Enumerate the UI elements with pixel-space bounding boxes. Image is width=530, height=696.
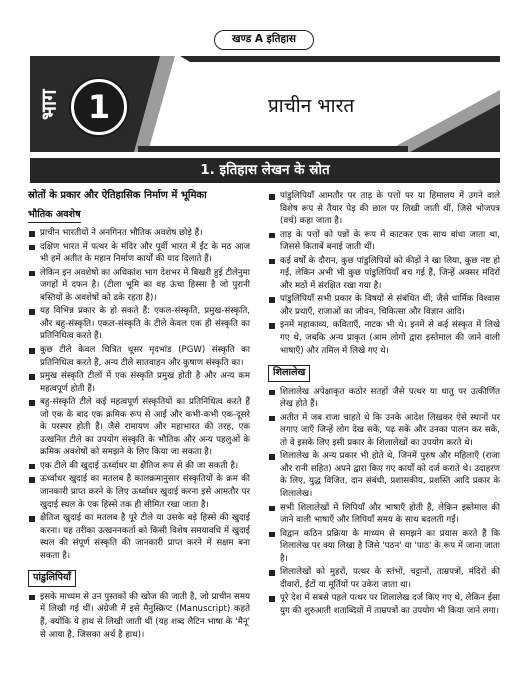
part-number-badge: 1 [71,79,127,135]
list-item: क्षैतिज खुदाई का मतलब है पूरे टीले या उसके बड़े हिस्से की खुदाई करना। यह तरीका उत्खननकर्ता को किसी विशेष समयावधि में खुदाई स्थल की संपूर्ण संस्कृति की जानकारी प्राप्त करने में सक्षम बना सकता है। [28,512,250,562]
list-item: कई वर्षों के दौरान, कुछ पांडुलिपियों को कीड़ों ने खा लिया, कुछ नष्ट हो गईं, लेकिन अभी भी कुछ पांडुलिपियाँ बच गई हैं, जिन्हें अक्सर मंदिरों और मठों में संरक्षित रखा गया है। [268,255,500,293]
list-item: अतीत में जब राजा चाहते थे कि उनके आदेश लिखकर ऐसे स्थानों पर लगाए जाएँ जिन्हें लोग देख सकें, पढ़ सकें और उनका पालन कर सकें, तो वे इसके लिए इसी प्रकार के शिलालेखों का उपयोग करते थे। [268,412,500,450]
list-item: सभी शिलालेखों में लिपियाँ और भाषाएँ होती हैं, लेकिन इस्तेमाल की जाने वाली भाषाएँ और लिपियाँ समय के साथ बदलती गईं। [268,502,500,527]
list-item: पांडुलिपियाँ सभी प्रकार के विषयों से संबंधित थीं; जैसे धार्मिक विश्वास और प्रथाएँ, राजाओं का जीवन, चिकित्सा और विज्ञान आदि। [268,293,500,318]
manuscripts-heading: पांडुलिपियाँ [28,570,76,587]
list-item: इसके माध्यम से उन पुस्तकों की खोज की जाती है, जो प्राचीन समय में लिखी गई थीं। अंग्रेजी में इसे मैनुस्क्रिप्ट (Manuscript) कहते हैं, क्योंकि ये हाथ से लिखी जाती थीं (यह शब्द लैटिन भाषा के 'मैनू' से आया है, जिसका अर्थ है हाथ)। [28,591,250,641]
topic-title-bar: 1. इतिहास लेखन के स्रोत [30,158,500,183]
inscriptions-heading: शिलालेख [268,365,310,382]
list-item: पूरे देश में सबसे पहले पत्थर पर शिलालेख दर्ज किए गए थे, लेकिन ईसा युग की शुरुआती शताब्दियों में ताम्रपत्रों का उपयोग भी किया जाने लगा। [268,592,500,617]
sources-heading: स्रोतों के प्रकार और ऐतिहासिक निर्माण में भूमिका [28,190,207,201]
list-item: दक्षिण भारत में पत्थर के मंदिर और पूर्वी भारत में ईंट के मठ आज भी हमें अतीत के महान निर्माण कार्यों की याद दिलाते हैं। [28,241,250,266]
list-item: एक टीले की खुदाई ऊर्ध्वाधर या क्षैतिज रूप से की जा सकती है। [28,460,250,473]
chapter-title: प्राचीन भारत [268,95,355,117]
list-item: शिलालेख अपेक्षाकृत कठोर सतहों जैसे पत्थर या धातु पर उत्कीर्णित लेख होते हैं। [268,386,500,411]
list-item: प्रमुख संस्कृति टीलों में एक संस्कृति प्रमुख होती है और अन्य कम महत्वपूर्ण होती हैं। [28,370,250,395]
list-item: शिलालेख के अन्य प्रकार भी होते थे, जिनमें पुरुष और महिलाएँ (राजा और रानी सहित) अपने द्वारा किए गए कार्यों को दर्ज कराते थे। उदाहरण के लिए, युद्ध विजित, दान संबंधी, प्रशासकीय, प्रशस्ति आदि प्रकार के शिलालेख। [268,450,500,500]
list-item: इनमें महाकाव्य, कविताएँ, नाटक भी थे। इनमें से कई संस्कृत में लिखे गए थे, जबकि अन्य प्राकृत (आम लोगों द्वारा इस्तेमाल की जाने वाली भाषाएँ) और तमिल में लिखे गए थे। [268,319,500,357]
part-label: भाग [36,89,61,121]
list-item: पांडुलिपियाँ आमतौर पर ताड़ के पत्तों पर या हिमालय में उगने वाले विशेष रूप से तैयार पेड़ की छाल पर लिखी जाती थीं, जिसे भोजपत्र (वर्च) कहा जाता है। [268,190,500,228]
list-item: प्राचीन भारतीयों ने अनगिनत भौतिक अवशेष छोड़े हैं। [28,227,250,240]
physical-remains-list [28,227,250,562]
list-item: विद्वान कठिन प्रक्रिया के माध्यम से समझने का प्रयास करते हैं कि शिलालेख पर क्या लिखा है जिसे 'पठन' या 'पाठ' के रूप में जाना जाता है। [268,528,500,566]
list-item: ताड़ के पत्तों को पन्नों के रूप में काटकर एक साथ बांधा जाता था, जिससे किताबें बनाई जाती थीं। [268,229,500,254]
list-item: ऊर्ध्वाधर खुदाई का मतलब है कालक्रमानुसार संस्कृतियों के क्रम की जानकारी प्राप्त करने के लिए ऊर्ध्वाधर खुदाई करना इसे आमतौर पर खुदाई स्थल के एक हिस्से तक ही सीमित रखा जाता है। [28,473,250,511]
manuscripts-list-left [28,591,250,641]
manuscripts-list-right [268,190,500,357]
list-item: लेकिन इन अवशेषों का अधिकांश भाग देशभर में बिखरी हुई टीलेनुमा जगहों में दफन है। (टीला भूमि का वह ऊंचा हिस्सा है जो पुरानी बस्तियों के अवशेषों को ढके रहता है)। [28,267,250,305]
list-item: कुछ टीले केवल चित्रित धूसर मृदभांड (PGW) संस्कृति का प्रतिनिधित्व करते हैं, अन्य टीले सातवाहन और कुषाण संस्कृति का। [28,344,250,369]
list-item: शिलालेखों को मुहरों, पत्थर के स्तंभों, चट्टानों, ताम्रपत्रों, मंदिरों की दीवारों, ईंटों या मूर्तियों पर उकेरा जाता था। [268,566,500,591]
list-item: यह विभिन्न प्रकार के हो सकते हैं: एकल-संस्कृति, प्रमुख-संस्कृति, और बहु-संस्कृति। एकल-संस्कृति के टीले केवल एक ही संस्कृति का प्रतिनिधित्व करते हैं। [28,305,250,343]
inscriptions-list [268,386,500,618]
left-column [28,190,250,642]
list-item: बहु-संस्कृति टीले कई महत्वपूर्ण संस्कृतियों का प्रतिनिधित्व करते हैं जो एक के बाद एक क्रमिक रूप से आईं और कभी-कभी एक-दूसरे के परस्पर होती हैं। जैसे रामायण और महाभारत की तरह, एक उत्खनित टीले का उपयोग संस्कृति के भौतिक और अन्य पहलुओं के क्रमिक अवशेषों को समझने के लिए किया जा सकता है। [28,396,250,459]
physical-remains-heading: भौतिक अवशेष [28,209,81,224]
right-column [268,190,500,619]
section-tag: खण्ड A इतिहास [214,30,314,50]
chapter-banner [30,56,500,152]
